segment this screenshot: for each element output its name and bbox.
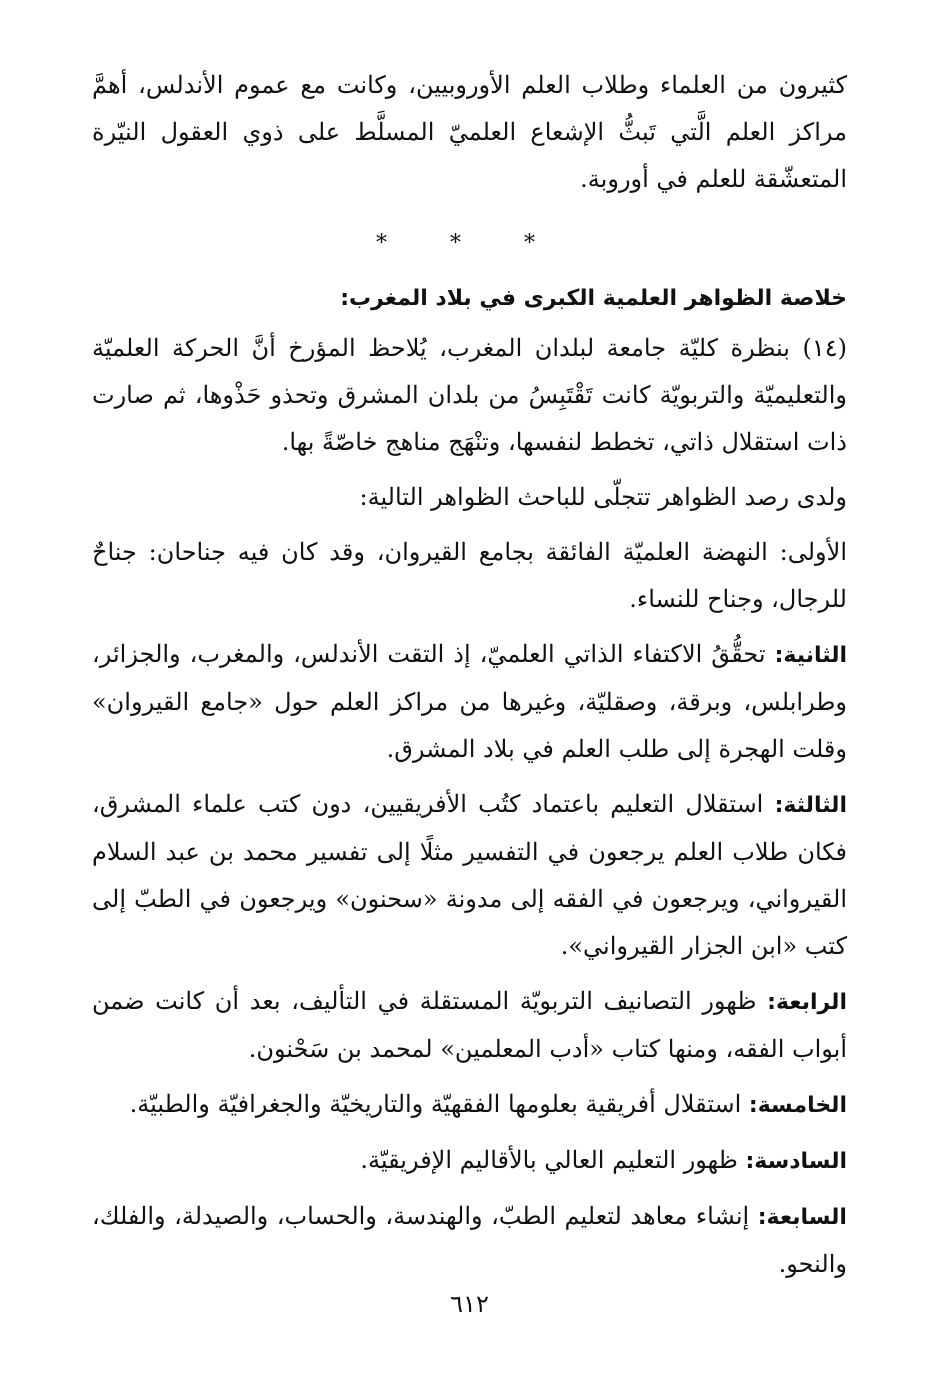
- page-number: ٦١٢: [450, 1290, 489, 1318]
- item-third-text: استقلال التعليم باعتماد كتُب الأفريقيين، دون كتب علماء المشرق، فكان طلاب العلم يرجعون في التفسير مثلًا إلى تفسير محمد بن عبد السلام القيرواني، ويرجعون في الفقه إلى مدونة «سحنون» ويرجعون في الطبّ إلى كتب «ابن الجزار القيرواني».: [92, 790, 847, 960]
- item-fourth: [92, 978, 847, 1073]
- item-fifth-lead: الخامسة:: [748, 1093, 847, 1118]
- item-sixth: [92, 1137, 847, 1185]
- item-first-text: الأولى: النهضة العلميّة الفائقة بجامع القيروان، وقد كان فيه جناحان: جناحٌ للرجال، وجناح للنساء.: [92, 538, 847, 613]
- item-fourth-text: ظهور التصانيف التربويّة المستقلة في التأليف، بعد أن كانت ضمن أبواب الفقه، ومنها كتاب «أدب المعلمين» لمحمد بن سَحْنون.: [92, 987, 847, 1063]
- item-second-lead: الثانية:: [774, 643, 848, 668]
- item-first: [92, 529, 847, 623]
- page-body: [92, 62, 847, 1288]
- item-third-lead: الثالثة:: [774, 793, 847, 818]
- item-third: [92, 781, 847, 970]
- paragraph-14: (١٤) بنظرة كليّة جامعة لبلدان المغرب، يُلاحظ المؤرخ أنَّ الحركة العلميّة والتعليميّة والتربويّة كانت تَقْتَبِسُ من بلدان المشرق وتحذو حَذْوها، ثم صارت ذات استقلال ذاتي، تخطط لنفسها، وتنْهَج مناهج خاصّةً بها.: [92, 334, 847, 456]
- item-second: [92, 631, 847, 773]
- item-seventh: [92, 1193, 847, 1288]
- item-seventh-text: إنشاء معاهد لتعليم الطبّ، والهندسة، والحساب، والصيدلة، والفلك، والنحو.: [92, 1202, 847, 1278]
- item-fourth-lead: الرابعة:: [767, 990, 847, 1015]
- intro-paragraph: كثيرون من العلماء وطلاب العلم الأوروبيين، وكانت مع عموم الأندلس، أهمَّ مراكز العلم الَّتي تَبثُّ الإشعاع العلميّ المسلَّط على ذوي العقول النيّرة المتعشّقة للعلم في أوروبة.: [92, 71, 847, 193]
- section-separator: * * *: [376, 231, 563, 256]
- item-sixth-lead: السادسة:: [745, 1149, 847, 1174]
- item-fifth-text: استقلال أفريقية بعلومها الفقهيّة والتاريخيّة والجغرافيّة والطبيّة.: [129, 1090, 742, 1118]
- section-heading: خلاصة الظواهر العلمية الكبرى في بلاد المغرب:: [340, 286, 847, 311]
- item-sixth-text: ظهور التعليم العالي بالأقاليم الإفريقيّة.: [360, 1146, 738, 1174]
- item-second-text: تحقُّقُ الاكتفاء الذاتي العلميّ، إذ التقت الأندلس، والمغرب، والجزائر، وطرابلس، وبرقة، وصقليّة، وغيرها من مراكز العلم حول «جامع القيروان» وقلت الهجرة إلى طلب العلم في بلاد المشرق.: [92, 640, 847, 763]
- item-fifth: [92, 1081, 847, 1129]
- observer-paragraph: ولدى رصد الظواهر تتجلّى للباحث الظواهر التالية:: [359, 483, 847, 511]
- item-seventh-lead: السابعة:: [757, 1205, 847, 1230]
